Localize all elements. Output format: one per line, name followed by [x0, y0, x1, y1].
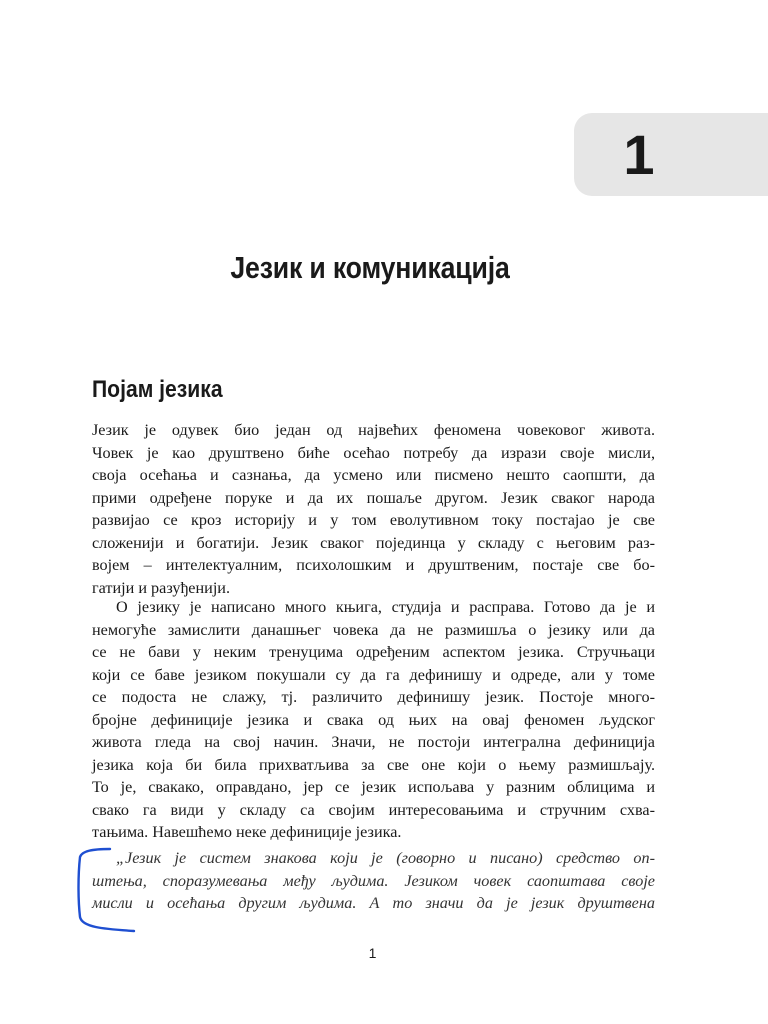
paragraph-line: То је, свакако, оправдано, јер се језик испољава у разним облицима и: [92, 778, 655, 796]
quote-line: мисли и осећања другим људима. А то значи да је језик друштвена: [92, 894, 655, 912]
quote-line: „Језик је систем знакова који је (говорно и писано) средство оп-: [116, 849, 655, 867]
paragraph-line: језика која би била прихватљива за све оне који о њему размишљају.: [92, 755, 655, 774]
paragraph-line: своја осећања и сазнања, да усмено или писмено нешто саопшти, да: [92, 466, 655, 484]
paragraph-line: живота гледа на свој начин. Значи, не постоји интегрална дефиниција: [92, 733, 655, 751]
paragraph-2: [92, 596, 655, 844]
paragraph-line: тањима. Навешћемо неке дефиниције језика.: [92, 823, 402, 841]
quote-line: штења, споразумевања међу људима. Језиком човек саопштава своје: [92, 871, 655, 890]
paragraph-line: Човек је као друштвено биће осећао потребу да изрази своје мисли,: [92, 443, 655, 462]
paragraph-line: војем – интелектуалним, психолошким и друштвеним, постаје све бо-: [92, 556, 655, 574]
paragraph-line: сложенији и богатији. Језик сваког појединца у складу с његовим раз-: [92, 533, 655, 552]
paragraph-line: свако га види у складу са својим интересовањима и стручним схва-: [92, 800, 655, 819]
page-number: 1: [368, 945, 377, 961]
paragraph-line: О језику је написано много књига, студија и расправа. Готово да је и: [116, 598, 655, 616]
paragraph-line: немогуће замислити данашњег човека да не размишља о језику или да: [92, 620, 655, 639]
paragraph-line: Језик је одувек био један од највећих феномена човековог живота.: [92, 421, 655, 439]
chapter-tab: [574, 113, 768, 196]
paragraph-line: бројне дефиниције језика и свака од њих на овај феномен људског: [92, 710, 655, 729]
paragraph-line: развијао се кроз историју и у том еволутивном току постајао је све: [92, 511, 655, 529]
paragraph-1: [92, 419, 655, 599]
paragraph-line: гатији и разуђенији.: [92, 578, 231, 597]
paragraph-line: се подоста не слажу, тј. различито дефинишу језик. Постоје много-: [92, 688, 655, 706]
chapter-title: Језик и комуникација: [230, 250, 510, 285]
handwritten-bracket-annotation: [72, 845, 142, 935]
paragraph-line: који се баве језиком покушали су да га дефинишу и одреде, али у томе: [92, 665, 655, 684]
section-heading: Појам језика: [92, 376, 223, 403]
definition-quote: [92, 847, 655, 915]
paragraph-line: прими одређене поруке и да их пошаље другом. Језик сваког народа: [92, 488, 655, 507]
paragraph-line: се не бави у неким тренуцима одређеним аспектом језика. Стручњаци: [92, 643, 655, 661]
chapter-number: 1: [623, 123, 655, 186]
